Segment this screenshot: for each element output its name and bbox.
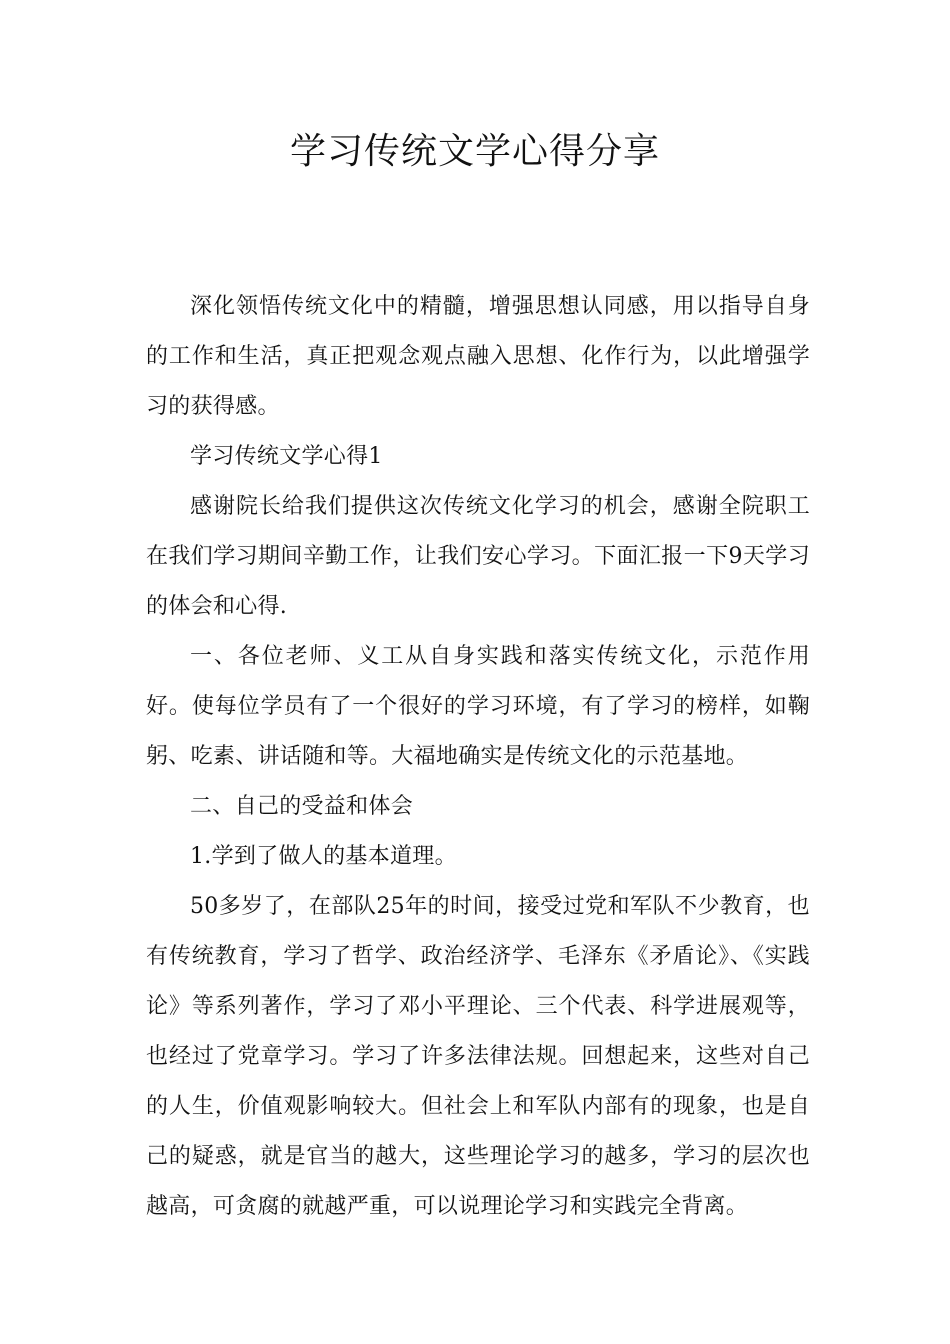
document-title: 学习传统文学心得分享 [289,131,660,172]
document-body [146,282,810,1232]
paragraph-experience: 50多岁了，在部队25年的时间，接受过党和军队不少教育，也有传统教育，学习了哲学、政治经济学、毛泽东《矛盾论》、《实践论》等系列著作，学习了邓小平理论、三个代表、科学进展观等，也经过了党章学习。学习了许多法律法规。回想起来，这些对自己的人生，价值观影响较大。但社会上和军队内部有的现象，也是自己的疑惑，就是官当的越大，这些理论学习的越多，学习的层次也越高，可贪腐的就越严重，可以说理论学习和实践完全背离。 [146,894,810,1219]
paragraph-subpoint-one: 1.学到了做人的基本道理。 [190,844,457,869]
paragraph-point-one: 一、各位老师、义工从自身实践和落实传统文化，示范作用好。使每位学员有了一个很好的学习环境，有了学习的榜样，如鞠躬、吃素、讲话随和等。大福地确实是传统文化的示范基地。 [146,644,810,769]
paragraph-point-two-heading: 二、自己的受益和体会 [190,794,414,819]
section-heading: 学习传统文学心得1 [190,444,383,469]
paragraph-intro: 深化领悟传统文化中的精髓，增强思想认同感，用以指导自身的工作和生活，真正把观念观点融入思想、化作行为，以此增强学习的获得感。 [146,294,810,419]
paragraph-thanks: 感谢院长给我们提供这次传统文化学习的机会，感谢全院职工在我们学习期间辛勤工作，让我们安心学习。下面汇报一下9天学习的体会和心得. [146,494,810,619]
